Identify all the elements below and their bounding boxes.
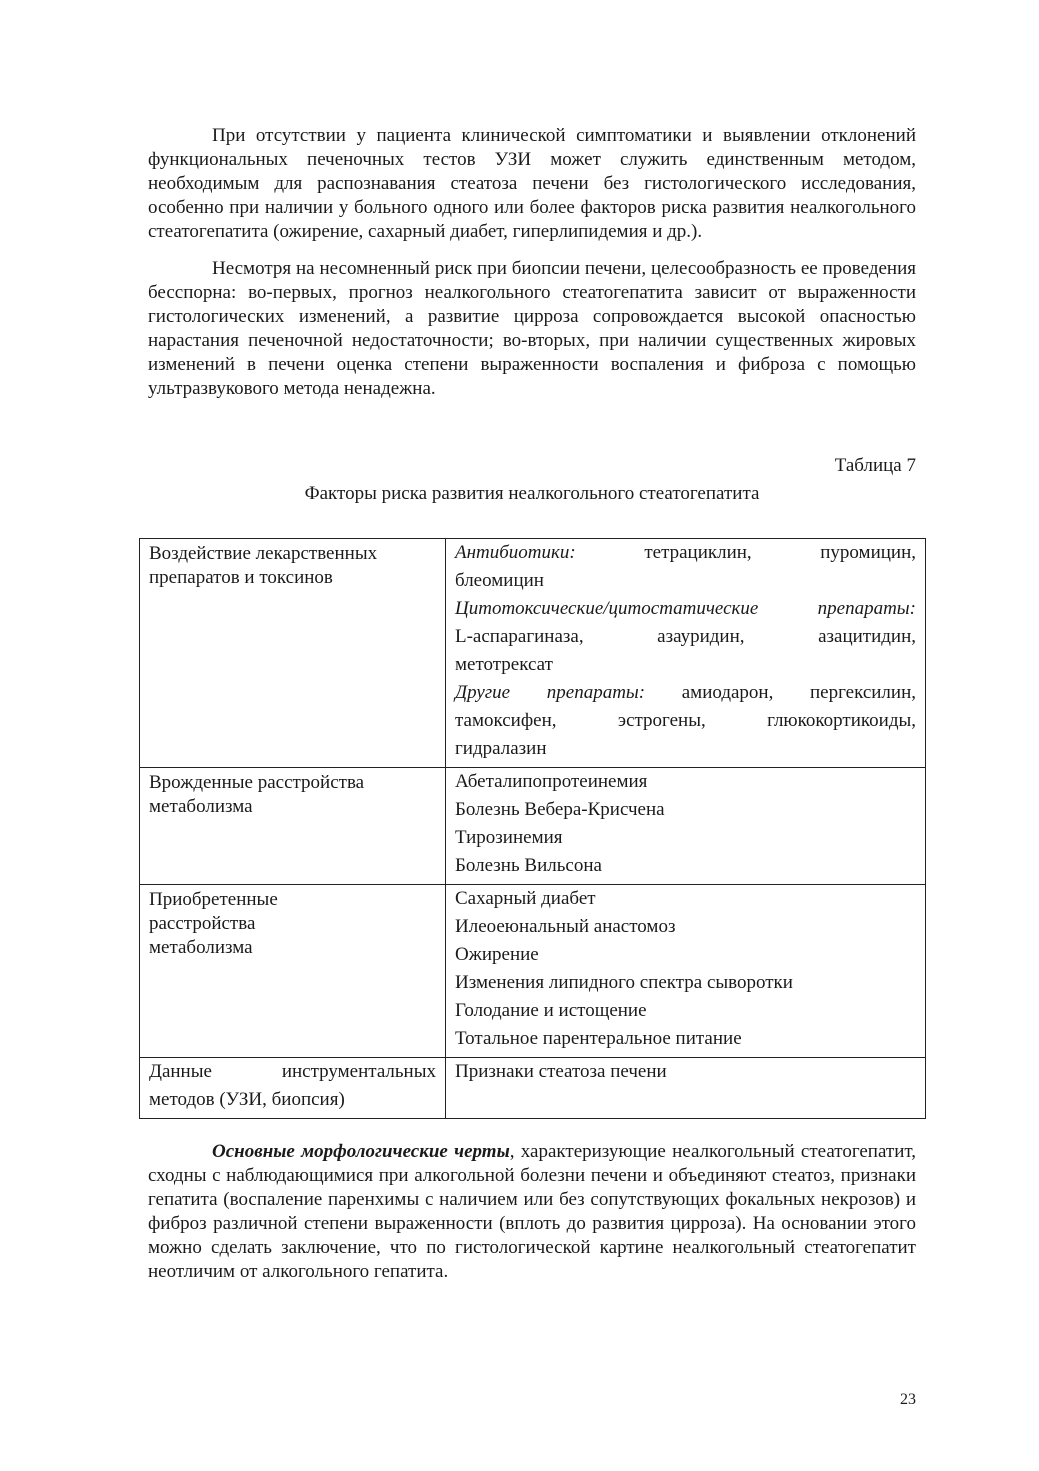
antibiotics-cont: блеомицин	[455, 570, 544, 591]
table-caption: Факторы риска развития неалкогольного стеатогепатита	[304, 483, 760, 504]
detail-cell	[446, 768, 926, 885]
list-item: Тирозинемия	[455, 827, 563, 848]
paragraph-ultrasound: При отсутствии у пациента клинической симптоматики и выявлении отклонений функциональных печеночных тестов УЗИ может служить единственным методом, необходимым для распознавания стеатоза печени без гистологического исследования, особенно при наличии у больного одного или более факторов риска развития неалкогольного стеатогепатита (ожирение, сахарный диабет, гиперлипидемия и др.).	[148, 125, 916, 242]
table-row	[140, 1058, 926, 1119]
factor-cell: Воздействие лекарственных препаратов и токсинов	[140, 539, 446, 768]
page-number: 23	[900, 1391, 916, 1408]
list-item: Илеоеюнальный анастомоз	[455, 916, 676, 937]
document-page	[148, 124, 917, 1282]
detail-cell	[446, 885, 926, 1058]
factor-cell: Данные инструментальных методов (УЗИ, биопсия)	[140, 1058, 446, 1119]
antibiotics-label: Антибиотики:	[455, 542, 576, 563]
detail-cell	[446, 1058, 926, 1119]
detail-cell	[446, 539, 926, 768]
antibiotics-items: тетрациклин, пуромицин,	[644, 542, 916, 563]
list-item: Голодание и истощение	[455, 1000, 647, 1021]
list-item: Изменения липидного спектра сыворотки	[455, 972, 793, 993]
list-item: Абеталипопротеинемия	[455, 771, 648, 792]
paragraph-morphology-rest: , характеризующие неалкогольный стеатогепатит, сходны с наблюдающимися при алкогольной болезни печени и объединяют стеатоз, признаки гепатита (воспаление паренхимы с наличием или без сопутствующих фокальных некрозов) и фиброз различной степени выраженности (вплоть до развития цирроза). На основании этого можно сделать заключение, что по гистологической картине неалкогольный стеатогепатит неотличим от алкогольного гепатита.	[148, 1141, 917, 1282]
list-item: Признаки стеатоза печени	[455, 1061, 667, 1082]
paragraph-morphology	[148, 1140, 916, 1284]
list-item: Болезнь Вильсона	[455, 855, 602, 876]
paragraph-biopsy: Несмотря на несомненный риск при биопсии печени, целесообразность ее проведения бесспорна: во-первых, прогноз неалкогольного стеатогепатита зависит от выраженности гистологических изменений, а развитие цирроза сопровождается высокой опасностью нарастания печеночной недостаточности; во-вторых, при наличии существенных жировых изменений в печени оценка степени выраженности воспаления и фиброза с помощью ультразвукового метода ненадежна.	[148, 258, 916, 399]
cytotoxic-label: Цитотоксические/цитостатические препараты:	[455, 598, 916, 619]
factor-cell: Приобретенные расстройства метаболизма	[140, 885, 446, 1058]
other-drugs-cont: гидралазин	[455, 738, 547, 759]
risk-factors-table	[139, 538, 926, 1119]
list-item: Ожирение	[455, 944, 539, 965]
other-drugs-items: амиодарон, пергексилин,	[681, 682, 916, 703]
table-row	[140, 539, 926, 768]
emphasis-lead: Основные морфологические черты	[212, 1141, 510, 1162]
cytotoxic-cont: метотрексат	[455, 654, 553, 675]
table-row	[140, 885, 926, 1058]
table-number: Таблица 7	[834, 455, 916, 476]
list-item: Тотальное парентеральное питание	[455, 1028, 742, 1049]
cytotoxic-items: L-аспарагиназа, азауридин, азацитидин,	[455, 626, 916, 647]
list-item: Сахарный диабет	[455, 888, 596, 909]
other-drugs-line2: тамоксифен, эстрогены, глюкокортикоиды,	[455, 710, 916, 731]
table-row	[140, 768, 926, 885]
other-drugs-label: Другие препараты:	[455, 682, 646, 703]
list-item: Болезнь Вебера-Крисчена	[455, 799, 665, 820]
factor-cell: Врожденные расстройства метаболизма	[140, 768, 446, 885]
